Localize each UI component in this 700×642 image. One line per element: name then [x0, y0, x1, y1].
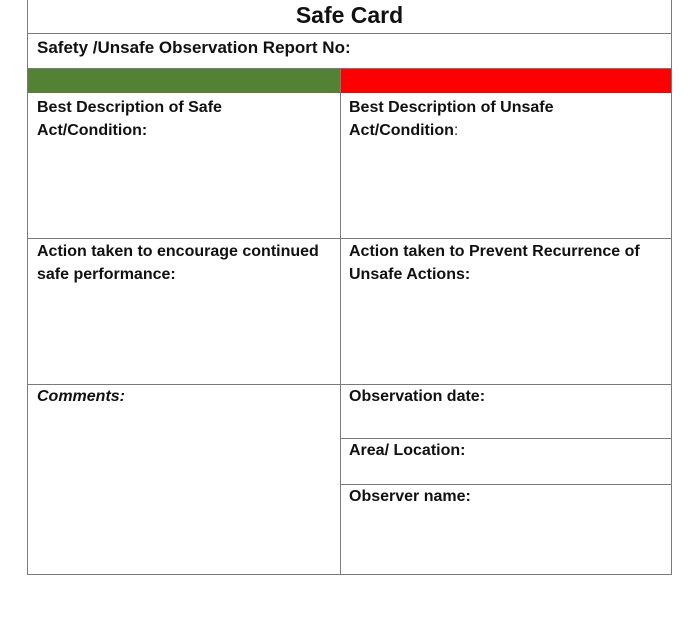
safe-action-cell[interactable]: [27, 238, 340, 384]
border-right: [671, 0, 672, 575]
safe-description-label: [37, 96, 222, 142]
safe-card-form: [27, 0, 672, 575]
safe-color-band: [27, 69, 340, 93]
unsafe-description-line2: Act/Condition: [349, 122, 454, 139]
border-under-date: [340, 438, 672, 439]
unsafe-color-band: [340, 69, 672, 93]
border-under-title: [27, 33, 672, 34]
card-title: Safe Card: [295, 2, 404, 28]
border-under-report: [27, 68, 672, 69]
unsafe-action-cell[interactable]: [340, 238, 672, 384]
safe-action-line1: Action taken to encourage continued: [37, 243, 319, 260]
safe-action-label: [37, 240, 319, 286]
observer-name-cell[interactable]: [340, 484, 672, 575]
border-under-description: [27, 238, 672, 239]
safe-action-line2: safe performance:: [37, 266, 176, 283]
safe-description-line1: Best Description of Safe: [37, 99, 222, 116]
report-number-label: Safety /Unsafe Observation Report No:: [37, 38, 351, 57]
area-location-label: Area/ Location:: [349, 442, 466, 459]
border-under-action: [27, 384, 672, 385]
unsafe-description-label: [349, 96, 553, 142]
unsafe-description-line1: Best Description of Unsafe: [349, 99, 554, 116]
comments-label: Comments:: [37, 388, 126, 405]
border-bottom: [27, 574, 672, 575]
safe-description-cell[interactable]: [27, 93, 340, 238]
comments-cell[interactable]: [27, 384, 340, 575]
unsafe-action-line2: Unsafe Actions:: [349, 266, 471, 283]
border-center: [340, 69, 341, 575]
unsafe-description-cell[interactable]: [340, 93, 672, 238]
unsafe-description-colon: :: [453, 122, 459, 139]
border-left: [27, 0, 28, 575]
unsafe-description-line2-wrap: [349, 119, 553, 142]
area-location-cell[interactable]: [340, 438, 672, 484]
safe-description-line2: Act/Condition:: [37, 122, 148, 139]
border-under-area: [340, 484, 672, 485]
observation-date-label: Observation date:: [349, 388, 486, 405]
unsafe-action-label: [349, 240, 640, 286]
unsafe-action-line1: Action taken to Prevent Recurrence of: [349, 243, 640, 260]
observation-date-cell[interactable]: [340, 384, 672, 438]
observer-name-label: Observer name:: [349, 488, 471, 505]
